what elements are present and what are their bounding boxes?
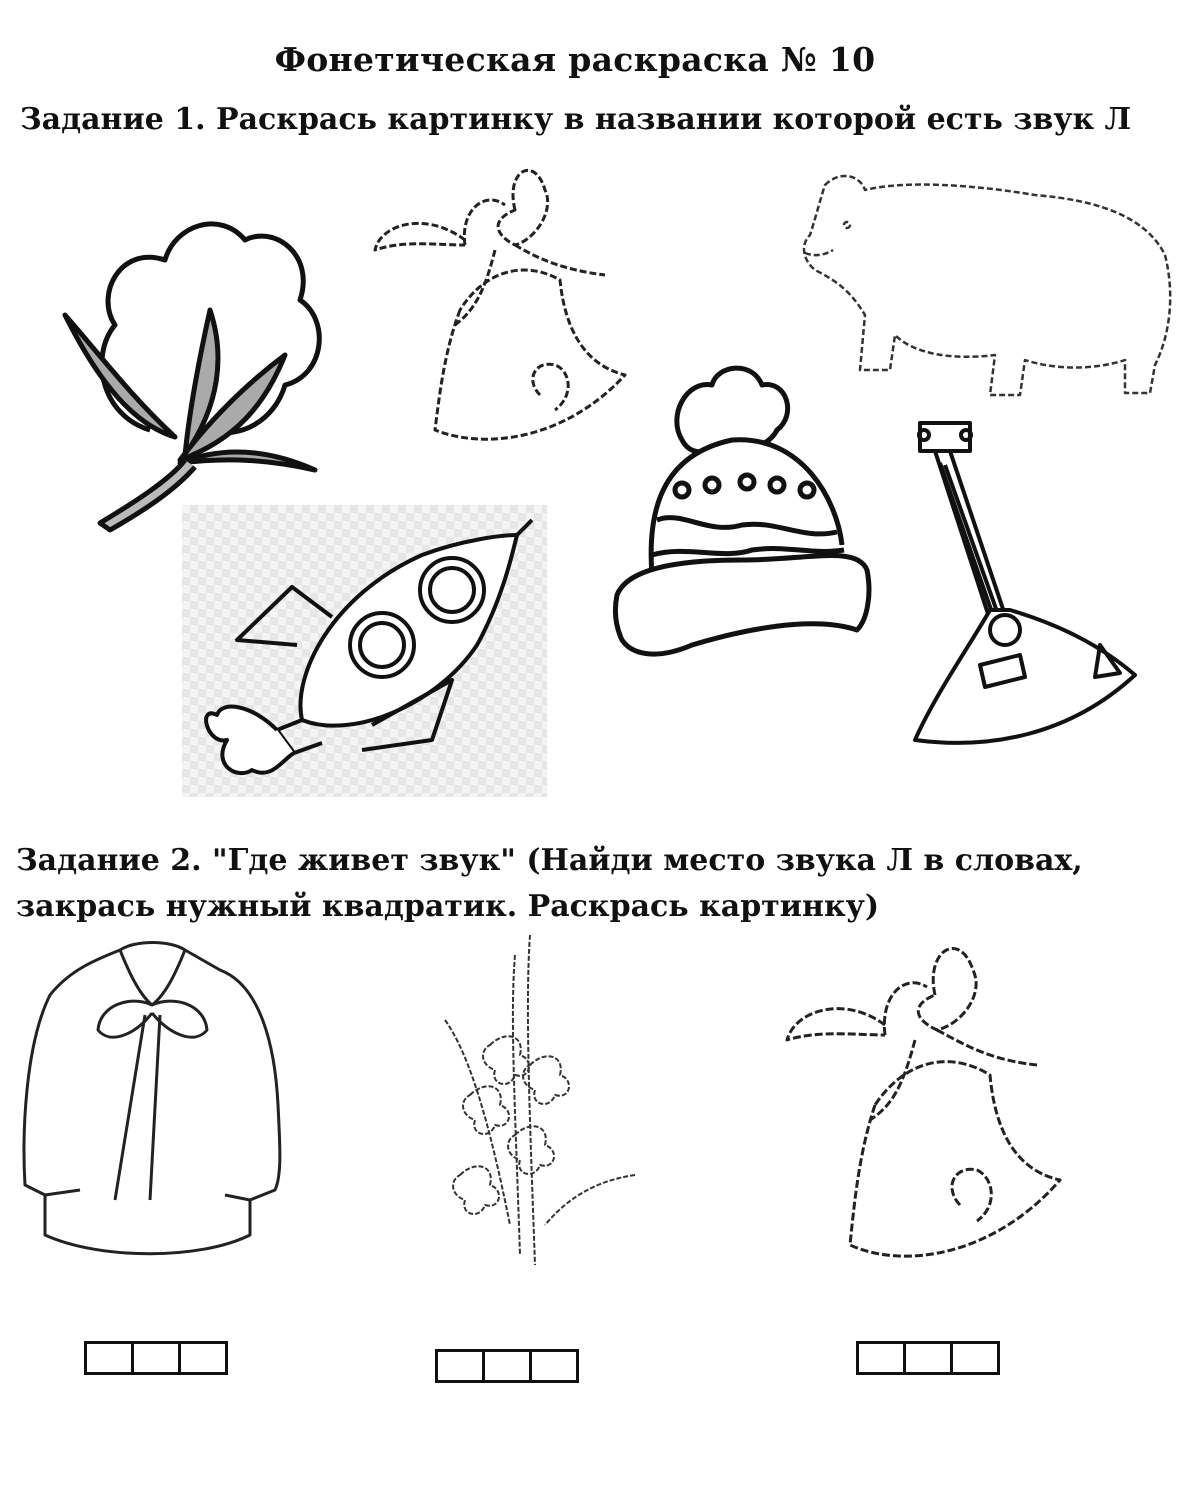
sound-cell-middle[interactable] [485, 1352, 532, 1380]
task-2-line-1: Задание 2. "Где живет звук" (Найди место звука Л в словах, [16, 843, 1083, 878]
sound-cell-end[interactable] [532, 1352, 576, 1380]
page-title: Фонетическая раскраска № 10 [274, 40, 876, 79]
sound-cell-start[interactable] [87, 1344, 134, 1372]
gladiolus-icon[interactable] [430, 925, 645, 1270]
bell-icon[interactable] [775, 925, 1065, 1285]
sound-cell-end[interactable] [181, 1344, 225, 1372]
task-1-instruction: Задание 1. Раскрась картинку в названии которой есть звук Л [20, 102, 1132, 137]
hat-icon[interactable] [612, 360, 872, 675]
blouse-icon[interactable] [20, 935, 285, 1265]
task-2-instruction [16, 838, 1186, 930]
bell-icon[interactable] [365, 150, 635, 455]
sound-cell-middle[interactable] [134, 1344, 181, 1372]
balalaika-icon[interactable] [910, 415, 1140, 750]
cotton-icon[interactable] [60, 205, 335, 535]
task-2-line-2: закрась нужный квадратик. Раскрась картинку) [16, 889, 880, 924]
rocket-icon[interactable] [182, 505, 547, 797]
sound-scheme-gladiolus [435, 1349, 579, 1383]
sound-cell-start[interactable] [859, 1344, 906, 1372]
sound-scheme-bell [856, 1341, 1000, 1375]
sound-cell-middle[interactable] [906, 1344, 953, 1372]
sound-scheme-blouse [84, 1341, 228, 1375]
sound-cell-end[interactable] [953, 1344, 997, 1372]
sound-cell-start[interactable] [438, 1352, 485, 1380]
